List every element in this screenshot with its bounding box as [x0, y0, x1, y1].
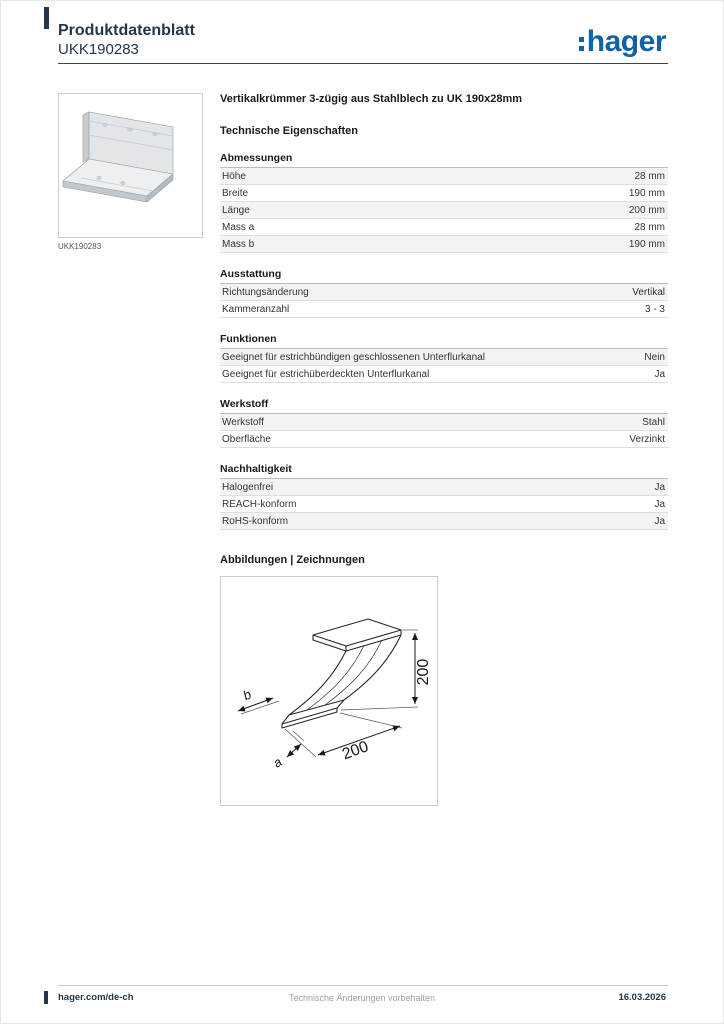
spec-value: Ja [654, 368, 665, 380]
spec-row [220, 168, 668, 185]
spec-label: RoHS-konform [222, 515, 289, 527]
spec-row [220, 513, 668, 530]
footer-disclaimer: Technische Änderungen vorbehalten [288, 993, 436, 1003]
logo-colon-icon [579, 37, 584, 51]
spec-value: Ja [654, 481, 665, 493]
product-title: Vertikalkrümmer 3-zügig aus Stahlblech zu UK 190x28mm [220, 93, 523, 105]
page-title: Produktdatenblatt [58, 22, 195, 39]
spec-label: REACH-konform [222, 498, 297, 510]
spec-row [220, 496, 668, 513]
spec-value: Vertikal [632, 286, 665, 298]
spec-value: 3 - 3 [644, 303, 665, 315]
hager-logo [579, 25, 666, 59]
spec-label: Halogenfrei [222, 481, 274, 493]
spec-label: Höhe [222, 170, 246, 182]
spec-label: Oberfläche [222, 433, 271, 445]
tech-properties-title: Technische Eigenschaften [220, 125, 358, 137]
spec-section [220, 265, 668, 318]
spec-section [220, 149, 668, 253]
section-title: Abmessungen [220, 149, 668, 168]
spec-sections [220, 149, 668, 530]
spec-value: Ja [654, 515, 665, 527]
spec-label: Richtungsänderung [222, 286, 309, 298]
spec-row [220, 236, 668, 253]
spec-value: Verzinkt [629, 433, 665, 445]
spec-label: Mass a [222, 221, 255, 233]
spec-value: Nein [644, 351, 665, 363]
technical-drawing [221, 577, 437, 805]
spec-label: Werkstoff [222, 416, 264, 428]
spec-label: Breite [222, 187, 249, 199]
product-image-frame [58, 93, 203, 238]
spec-row [220, 366, 668, 383]
spec-label: Kammeranzahl [222, 303, 290, 315]
dim-a-label: a [270, 754, 285, 771]
spec-row [220, 301, 668, 318]
product-image-caption: UKK190283 [58, 242, 102, 251]
logo-text: hager [586, 25, 666, 58]
section-title: Werkstoff [220, 395, 668, 414]
spec-value: 28 mm [634, 221, 665, 233]
footer-website-link[interactable]: hager.com/de-ch [58, 992, 134, 1003]
footer-date: 16.03.2026 [618, 992, 666, 1003]
spec-section [220, 395, 668, 448]
section-title: Funktionen [220, 330, 668, 349]
spec-label: Geeignet für estrichüberdeckten Unterflurkanal [222, 368, 430, 380]
spec-label: Geeignet für estrichbündigen geschlossenen Unterflurkanal [222, 351, 485, 363]
spec-row [220, 202, 668, 219]
header-divider [58, 63, 668, 64]
spec-row [220, 185, 668, 202]
header [58, 21, 195, 59]
spec-row [220, 479, 668, 496]
section-title: Ausstattung [220, 265, 668, 284]
corner-accent-bar [44, 7, 49, 29]
spec-value: Ja [654, 498, 665, 510]
drawings-title: Abbildungen | Zeichnungen [220, 554, 365, 566]
spec-row [220, 284, 668, 301]
footer-divider [58, 985, 668, 986]
spec-value: 190 mm [628, 238, 665, 250]
spec-row [220, 219, 668, 236]
dim-height-label: 200 [415, 658, 432, 686]
product-id: UKK190283 [58, 41, 139, 59]
spec-label: Mass b [222, 238, 255, 250]
main-content [220, 93, 668, 806]
spec-row [220, 349, 668, 366]
spec-value: 190 mm [628, 187, 665, 199]
spec-value: 28 mm [634, 170, 665, 182]
spec-section [220, 330, 668, 383]
dim-length-label: 200 [340, 738, 371, 764]
spec-value: Stahl [642, 416, 665, 428]
spec-row [220, 414, 668, 431]
section-title: Nachhaltigkeit [220, 460, 668, 479]
spec-section [220, 460, 668, 530]
spec-label: Länge [222, 204, 250, 216]
spec-row [220, 431, 668, 448]
product-photo [59, 94, 202, 237]
dim-b-label: b [240, 686, 254, 704]
spec-value: 200 mm [628, 204, 665, 216]
technical-drawing-frame [220, 576, 438, 806]
